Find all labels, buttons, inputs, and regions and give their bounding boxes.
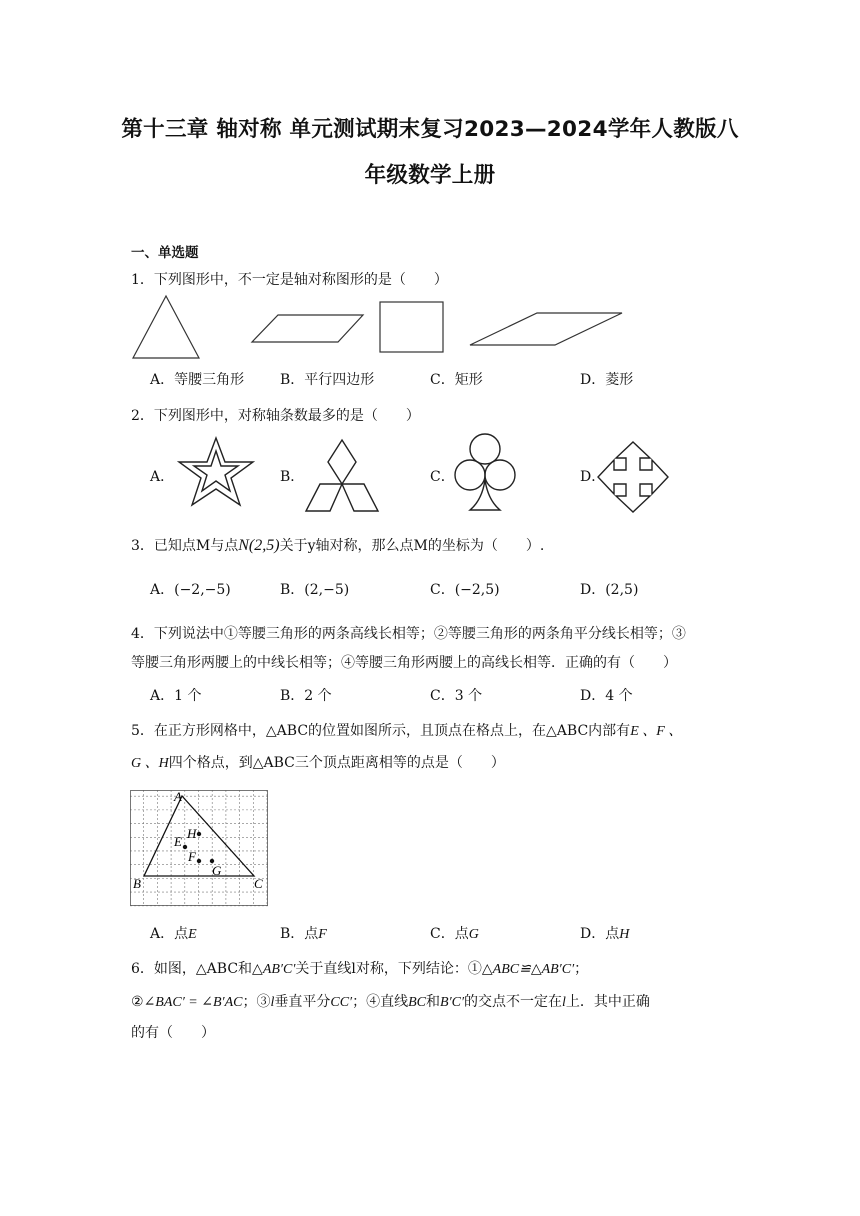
q1-option-c[interactable]: C．矩形 (430, 372, 483, 388)
page-title-line1: 第十三章 轴对称 单元测试期末复习2023—2024学年人教版八 (121, 117, 739, 142)
question-6-line2: ②∠BAC′ = ∠B′AC；③l垂直平分CC′；④直线BC和B′C′的交点不一定在l上．其中正确 (131, 994, 650, 1010)
q5-line1-vars: E 、F 、 (630, 724, 683, 739)
club-figure (455, 434, 515, 510)
question-1-stem: 1．下列图形中，不一定是轴对称图形的是（ ） (131, 272, 448, 288)
point-e (183, 845, 187, 849)
q3-option-a[interactable]: A．(−2,−5) (150, 582, 231, 598)
q4-option-c[interactable]: C．3 个 (430, 688, 483, 704)
q1-option-a[interactable]: A．等腰三角形 (150, 372, 245, 388)
label-b: B (133, 876, 141, 891)
question-5-line1 (131, 721, 731, 742)
q3-option-b[interactable]: B．(2,−5) (280, 582, 350, 598)
q5-grid-figure (130, 790, 268, 906)
q5-option-c[interactable]: C．点G (430, 926, 479, 942)
three-rhombus-figure (306, 440, 378, 511)
star-figure (179, 438, 253, 505)
q4-option-d[interactable]: D．4 个 (580, 688, 633, 704)
question-5-line2 (131, 753, 731, 774)
point-h (197, 832, 201, 836)
label-h: H (187, 826, 197, 841)
label-a: A (174, 789, 182, 804)
q3-option-d[interactable]: D．(2,5) (580, 582, 639, 598)
q5-line2-vars: G 、H (131, 756, 169, 771)
q4-option-b[interactable]: B．2 个 (280, 688, 332, 704)
q2-option-d[interactable]: D． (580, 469, 606, 485)
q1-option-d[interactable]: D．菱形 (580, 372, 634, 388)
q5-option-b[interactable]: B．点F (280, 926, 327, 942)
question-4-line1: 4．下列说法中①等腰三角形的两条高线长相等；②等腰三角形的两条角平分线长相等；③ (131, 626, 686, 642)
q2-option-b[interactable]: B． (280, 469, 305, 485)
q3-point-n: N(2,5) (238, 537, 280, 554)
page-title-line2: 年级数学上册 (364, 163, 496, 188)
q2-option-a[interactable]: A． (150, 469, 175, 485)
question-6-line1: 6．如图，△ABC和△AB′C′关于直线l对称，下列结论：①△ABC≌△AB′C′； (131, 961, 589, 977)
q5-option-a[interactable]: A．点E (150, 926, 197, 942)
label-g: G (212, 863, 222, 878)
label-f: F (188, 849, 196, 864)
four-arrow-figure (598, 442, 668, 512)
q3-stem-post: 关于y轴对称，那么点M的坐标为（ ）. (279, 538, 545, 554)
label-e: E (174, 834, 182, 849)
section-heading: 一、单选题 (131, 245, 199, 261)
q1-option-b[interactable]: B．平行四边形 (280, 372, 375, 388)
q3-stem-pre: 3．已知点M与点 (131, 538, 239, 554)
q5-option-d[interactable]: D．点H (580, 926, 630, 942)
q2-option-c[interactable]: C． (430, 469, 455, 485)
label-c: C (254, 876, 263, 891)
question-4-line2: 等腰三角形两腰上的中线长相等；④等腰三角形两腰上的高线长相等．正确的有（ ） (131, 655, 677, 671)
question-3-stem (131, 536, 731, 556)
question-6-line3: 的有（ ） (131, 1025, 215, 1041)
q2-figures (0, 0, 860, 560)
question-2-stem: 2．下列图形中，对称轴条数最多的是（ ） (131, 408, 420, 424)
q4-option-a[interactable]: A．1 个 (150, 688, 202, 704)
q3-option-c[interactable]: C．(−2,5) (430, 582, 500, 598)
q5-line1-text: 5．在正方形网格中，△ABC的位置如图所示，且顶点在格点上，在△ABC内部有 (131, 723, 631, 739)
q5-line2-text: 四个格点，到△ABC三个顶点距离相等的点是（ ） (168, 755, 505, 771)
point-f (197, 859, 201, 863)
